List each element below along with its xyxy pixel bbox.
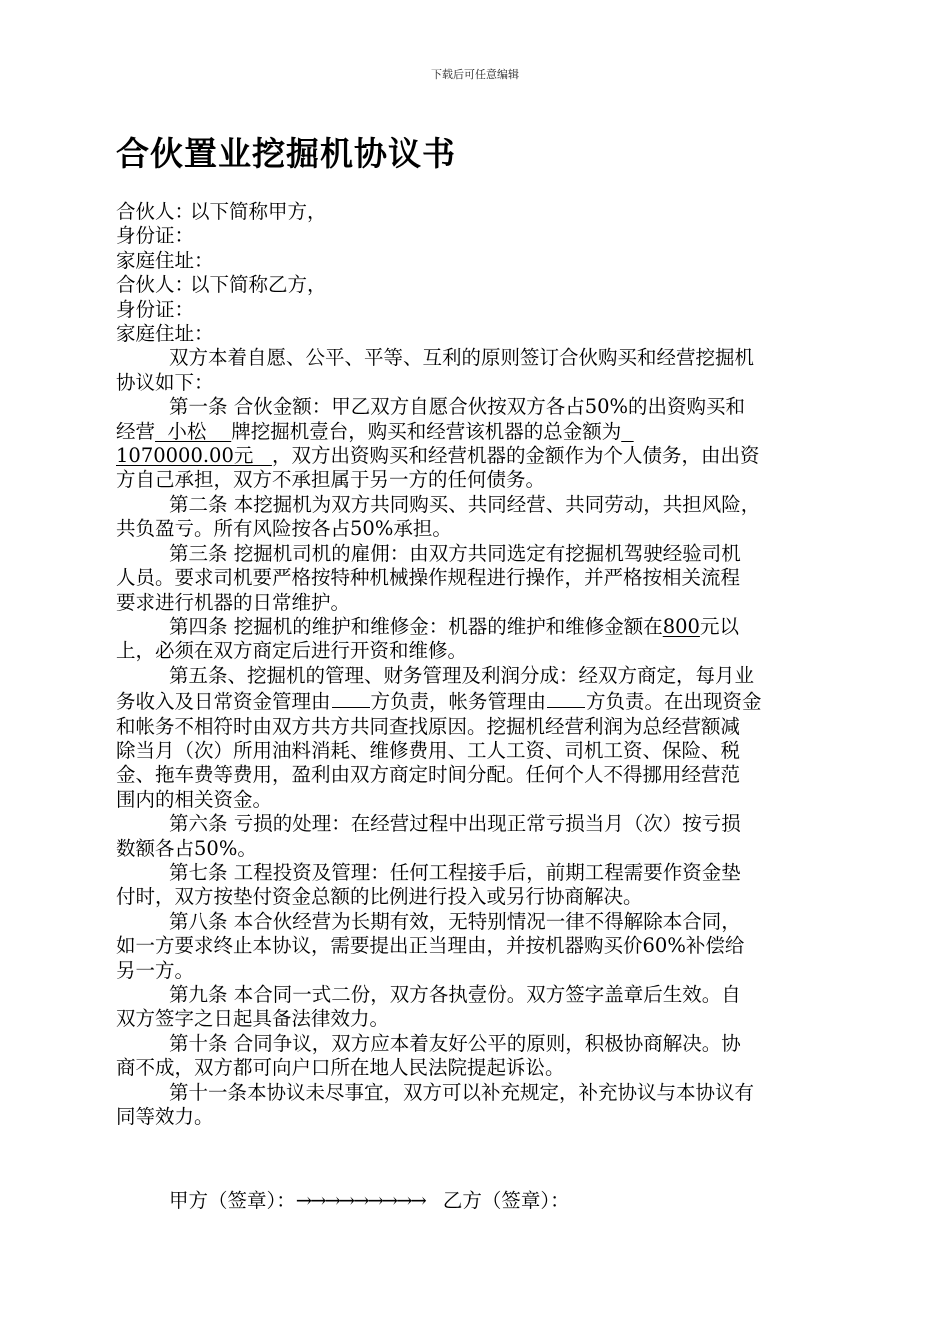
party-b-id: 身份证： <box>116 297 195 321</box>
total-amount-field: 1070000.00元 <box>116 444 272 468</box>
article-1-text: 牌挖掘机壹台，购买和经营该机器的总金额为 <box>231 419 622 443</box>
party-a-label: 合伙人： <box>116 200 195 223</box>
article-9-line-2: 双方签字之日起具备法律效力。 <box>116 1007 390 1031</box>
article-5-line-3: 和帐务不相符时由双方共方共同查找原因。挖掘机经营利润为总经营额减 <box>116 714 741 738</box>
party-b-address: 家庭住址： <box>116 322 214 346</box>
signature-line <box>116 1189 852 1213</box>
article-5-text: 方负责。在出现资金 <box>586 690 762 714</box>
article-5-line-5: 金、拖车费等费用，盈利由双方商定时间分配。任何个人不得挪用经营范 <box>116 763 741 787</box>
party-a-alias: 以下简称甲方， <box>190 200 327 223</box>
article-1-text: ，双方出资购买和经营机器的金额作为个人债务，由出资 <box>271 444 760 468</box>
article-8-line-2: 如一方要求终止本协议，需要提出正当理由，并按机器购买价60%补偿给 <box>116 934 745 958</box>
article-1-line-3 <box>116 444 852 468</box>
article-2-line-2: 共负盈亏。所有风险按各占50%承担。 <box>116 517 452 541</box>
article-1-line-2 <box>116 420 852 444</box>
party-b-line <box>116 273 852 297</box>
article-7-line-1: 第七条 工程投资及管理：任何工程接手后，前期工程需要作资金垫 <box>169 860 741 884</box>
accounting-manager-blank <box>547 688 585 708</box>
article-7-line-2: 付时，双方按垫付资金总额的比例进行投入或另行协商解决。 <box>116 885 643 909</box>
article-5-text: 方负责，帐务管理由 <box>370 690 547 714</box>
article-5-line-2 <box>116 688 852 714</box>
party-b-signature-label: 乙方（签章）： <box>442 1189 570 1213</box>
fund-manager-blank <box>332 688 370 708</box>
article-3-line-2: 人员。要求司机要严格按特种机械操作规程进行操作，并严格按相关流程 <box>116 566 741 590</box>
amount-field-start <box>621 420 633 443</box>
maintenance-amount-field: 800 <box>662 614 700 638</box>
brand-field: 小松 <box>155 419 232 443</box>
spacer <box>116 1129 852 1189</box>
article-8-line-1: 第八条 本合伙经营为长期有效，无特别情况一律不得解除本合同， <box>169 909 741 933</box>
article-11-line-1: 第十一条本协议未尽事宜，双方可以补充规定，补充协议与本协议有 <box>169 1080 755 1104</box>
party-a-address: 家庭住址： <box>116 248 214 272</box>
article-3-line-1: 第三条 挖掘机司机的雇佣：由双方共同选定有挖掘机驾驶经验司机 <box>169 541 741 565</box>
article-5-line-6: 围内的相关资金。 <box>116 787 273 811</box>
document-title: 合伙置业挖掘机协议书 <box>116 134 456 173</box>
intro-line-2: 协议如下： <box>116 370 214 394</box>
article-10-line-2: 商不成，双方都可向户口所在地人民法院提起诉讼。 <box>116 1056 565 1080</box>
article-3-line-3: 要求进行机器的日常维护。 <box>116 590 351 614</box>
article-9-line-1: 第九条 本合同一式二份，双方各执壹份。双方签字盖章后生效。自 <box>169 983 741 1006</box>
party-b-label: 合伙人： <box>116 273 195 297</box>
tab-arrow-marks: →→→→→→→→→ <box>295 1189 425 1213</box>
page-header-note: 下载后可任意编辑 <box>431 68 519 81</box>
article-5-line-4: 除当月（次）所用油料消耗、维修费用、工人工资、司机工资、保险、税 <box>116 738 741 762</box>
article-6-line-2: 数额各占50%。 <box>116 836 257 860</box>
party-a-id: 身份证： <box>116 224 195 248</box>
article-8-line-3: 另一方。 <box>116 958 195 982</box>
article-4-line-2: 上，必须在双方商定后进行开资和维修。 <box>116 639 468 663</box>
article-6-line-1: 第六条 亏损的处理：在经营过程中出现正常亏损当月（次）按亏损 <box>169 812 741 836</box>
article-1-line-1: 第一条 合伙金额：甲乙双方自愿合伙按双方各占50%的出资购买和 <box>169 395 746 419</box>
article-2-line-1: 第二条 本挖掘机为双方共同购买、共同经营、共同劳动，共担风险， <box>169 492 761 516</box>
article-4-text: 第四条 挖掘机的维护和维修金：机器的维护和维修金额在 <box>169 614 663 638</box>
party-b-alias: 以下简称乙方， <box>190 273 327 297</box>
article-11-line-2: 同等效力。 <box>116 1105 214 1129</box>
article-5-line-1: 第五条、挖掘机的管理、财务管理及利润分成：经双方商定，每月业 <box>169 663 755 687</box>
article-4-text: 元以 <box>699 614 739 638</box>
document-body <box>116 200 852 1214</box>
party-a-signature-label: 甲方（签章）： <box>169 1189 296 1213</box>
article-10-line-1: 第十条 合同争议，双方应本着友好公平的原则，积极协商解决。协 <box>169 1031 741 1055</box>
party-a-line <box>116 200 852 224</box>
article-1-line-4: 方自己承担，双方不承担属于另一方的任何债务。 <box>116 468 546 492</box>
article-5-text: 务收入及日常资金管理由 <box>116 690 331 714</box>
intro-line-1: 双方本着自愿、公平、平等、互利的原则签订合伙购买和经营挖掘机 <box>169 346 755 370</box>
article-4-line-1 <box>116 615 852 639</box>
article-1-text: 经营 <box>116 419 156 443</box>
